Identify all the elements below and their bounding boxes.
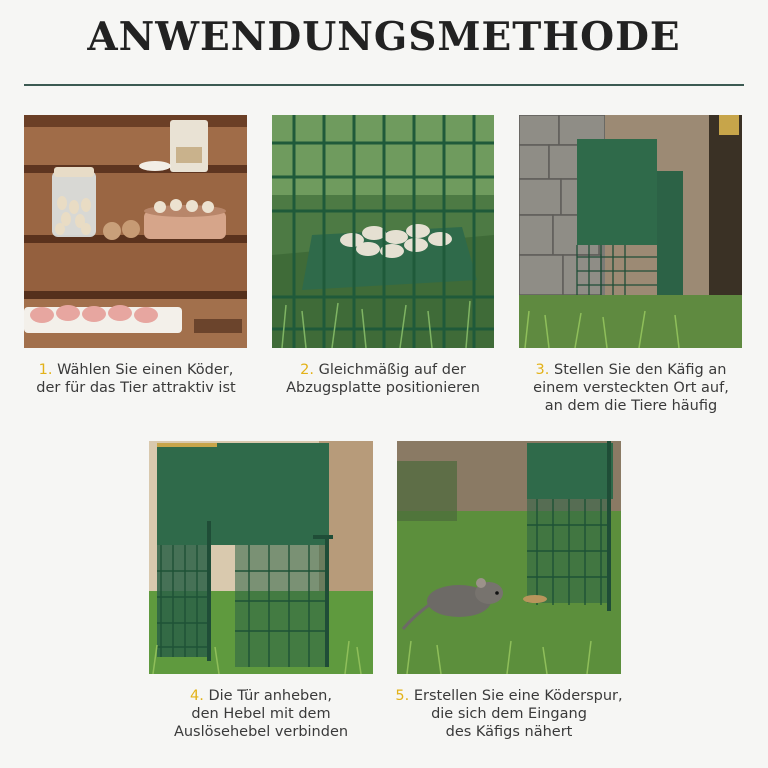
page-title: ANWENDUNGSMETHODE — [87, 14, 681, 60]
step-3-line-1: Stellen Sie den Käfig an — [554, 362, 727, 378]
step-1-line-1: Wählen Sie einen Köder, — [57, 362, 234, 378]
bait-shelf-photo — [24, 115, 247, 348]
step-5-line-1: Erstellen Sie eine Köderspur, — [413, 688, 623, 704]
step-4-line-1: Die Tür anheben, — [208, 688, 332, 704]
step-5-line-3: des Käfigs nähert — [445, 724, 573, 740]
step-2-line-1: Gleichmäßig auf der — [318, 362, 466, 378]
step-2-number: 2. — [300, 362, 314, 378]
cage-by-wall-photo — [519, 115, 742, 348]
bait-on-plate-photo — [272, 115, 494, 348]
step-5-caption — [385, 687, 633, 741]
step-5-line-2: die sich dem Eingang — [431, 706, 587, 722]
step-1-caption — [14, 361, 258, 397]
step-1-number: 1. — [38, 362, 53, 378]
lifted-door-photo — [149, 441, 373, 674]
step-2-line-2: Abzugsplatte positionieren — [286, 380, 480, 396]
step-3-number: 3. — [535, 362, 550, 378]
step-4-number: 4. — [190, 688, 204, 704]
step-3-line-3: an dem die Tiere häufig — [544, 398, 718, 414]
step-4-line-3: Auslösehebel verbinden — [173, 724, 349, 740]
step-1-line-2: der für das Tier attraktiv ist — [36, 380, 236, 396]
step-3-line-2: einem versteckten Ort auf, — [533, 380, 729, 396]
step-5-number: 5. — [395, 688, 410, 704]
step-2-caption — [261, 361, 505, 397]
step-4-caption — [139, 687, 383, 741]
step-3-caption — [512, 361, 750, 415]
mouse-near-cage-photo — [397, 441, 621, 674]
title-divider — [24, 84, 744, 86]
step-4-line-2: den Hebel mit dem — [191, 706, 331, 722]
